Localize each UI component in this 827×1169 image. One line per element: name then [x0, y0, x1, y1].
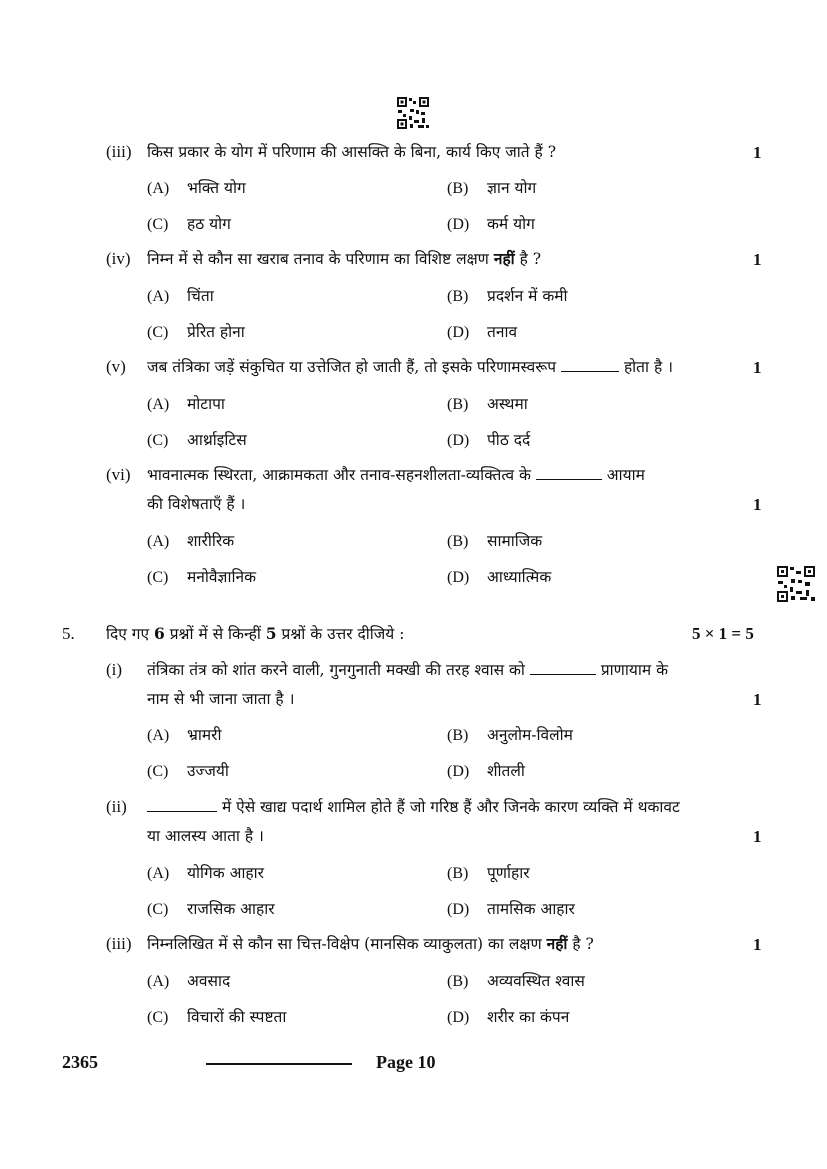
question-number: (v) — [106, 357, 126, 376]
option-b: (B) अव्यवस्थित श्वास — [447, 972, 585, 990]
question-mark: 1 — [753, 690, 762, 709]
option-c: (C) राजसिक आहार — [147, 900, 275, 918]
question-mark: 1 — [753, 250, 762, 269]
question-text-line2: की विशेषताएँ हैं । — [147, 495, 246, 513]
option-d: (D) तनाव — [447, 323, 518, 341]
question-text: में ऐसे खाद्य पदार्थ शामिल होते हैं जो गरिष्ठ हैं और जिनके कारण व्यक्ति में थकावट — [147, 792, 680, 822]
option-a: (A) मोटापा — [147, 395, 225, 413]
question-text: भावनात्मक स्थिरता, आक्रामकता और तनाव-सहनशीलता-व्यक्तित्व के आयाम — [147, 466, 645, 484]
answer-blank — [147, 797, 217, 812]
question-mark: 1 — [753, 358, 762, 377]
qr-code-top — [396, 96, 430, 130]
question-text-line2: नाम से भी जाना जाता है । — [147, 690, 295, 708]
option-c: (C) प्रेरित होना — [147, 323, 245, 341]
section-number: 5. — [62, 624, 75, 643]
section-marks: 5 × 1 = 5 — [692, 624, 754, 643]
option-b: (B) सामाजिक — [447, 532, 543, 550]
question-number: (ii) — [106, 797, 127, 816]
question-text-line2: या आलस्य आता है । — [147, 827, 264, 845]
question-mark: 1 — [753, 143, 762, 162]
option-a: (A) अवसाद — [147, 972, 231, 990]
option-a: (A) शारीरिक — [147, 532, 235, 550]
question-mark: 1 — [753, 495, 762, 514]
option-a: (A) भक्ति योग — [147, 179, 246, 197]
page-number: Page 10 — [376, 1052, 436, 1072]
question-number: (iii) — [106, 142, 132, 161]
qr-code-side — [776, 565, 816, 603]
option-d: (D) शरीर का कंपन — [447, 1008, 570, 1026]
option-c: (C) उज्जयी — [147, 762, 229, 780]
option-c: (C) हठ योग — [147, 215, 231, 233]
answer-blank — [530, 660, 596, 675]
question-number: (iii) — [106, 934, 132, 953]
option-a: (A) चिंता — [147, 287, 214, 305]
question-mark: 1 — [753, 827, 762, 846]
question-text: निम्नलिखित में से कौन सा चित्त-विक्षेप (मानसिक व्याकुलता) का लक्षण नहीं है ? — [147, 934, 594, 953]
question-text: निम्न में से कौन सा खराब तनाव के परिणाम का विशिष्ट लक्षण नहीं है ? — [147, 249, 542, 268]
question-text: किस प्रकार के योग में परिणाम की आसक्ति के बिना, कार्य किए जाते हैं ? — [147, 143, 557, 161]
option-b: (B) अनुलोम-विलोम — [447, 726, 573, 744]
option-c: (C) आर्थ्राइटिस — [147, 431, 247, 449]
option-d: (D) कर्म योग — [447, 215, 535, 233]
option-b: (B) ज्ञान योग — [447, 179, 537, 197]
section-instruction: दिए गए 6 प्रश्नों में से किन्हीं 5 प्रश्नों के उत्तर दीजिये : — [106, 624, 405, 643]
option-b: (B) अस्थमा — [447, 395, 528, 413]
question-text: जब तंत्रिका जड़ें संकुचित या उत्तेजित हो जाती हैं, तो इसके परिणामस्वरूप होता है । — [147, 358, 673, 376]
option-a: (A) योगिक आहार — [147, 864, 265, 882]
option-d: (D) शीतली — [447, 762, 525, 780]
question-number: (iv) — [106, 249, 131, 268]
option-c: (C) विचारों की स्पष्टता — [147, 1008, 287, 1026]
option-d: (D) तामसिक आहार — [447, 900, 575, 918]
paper-code: 2365 — [62, 1052, 98, 1072]
question-number: (i) — [106, 660, 123, 679]
answer-blank — [561, 357, 619, 372]
option-b: (B) पूर्णाहार — [447, 864, 530, 882]
question-mark: 1 — [753, 935, 762, 954]
option-b: (B) प्रदर्शन में कमी — [447, 287, 568, 305]
option-c: (C) मनोवैज्ञानिक — [147, 568, 256, 586]
question-number: (vi) — [106, 465, 131, 484]
option-d: (D) आध्यात्मिक — [447, 568, 552, 586]
question-text: तंत्रिका तंत्र को शांत करने वाली, गुनगुनाती मक्खी की तरह श्वास को प्राणायाम के — [147, 661, 668, 679]
answer-blank — [536, 465, 602, 480]
option-a: (A) भ्रामरी — [147, 726, 222, 744]
option-d: (D) पीठ दर्द — [447, 431, 531, 449]
footer-divider — [206, 1063, 352, 1065]
